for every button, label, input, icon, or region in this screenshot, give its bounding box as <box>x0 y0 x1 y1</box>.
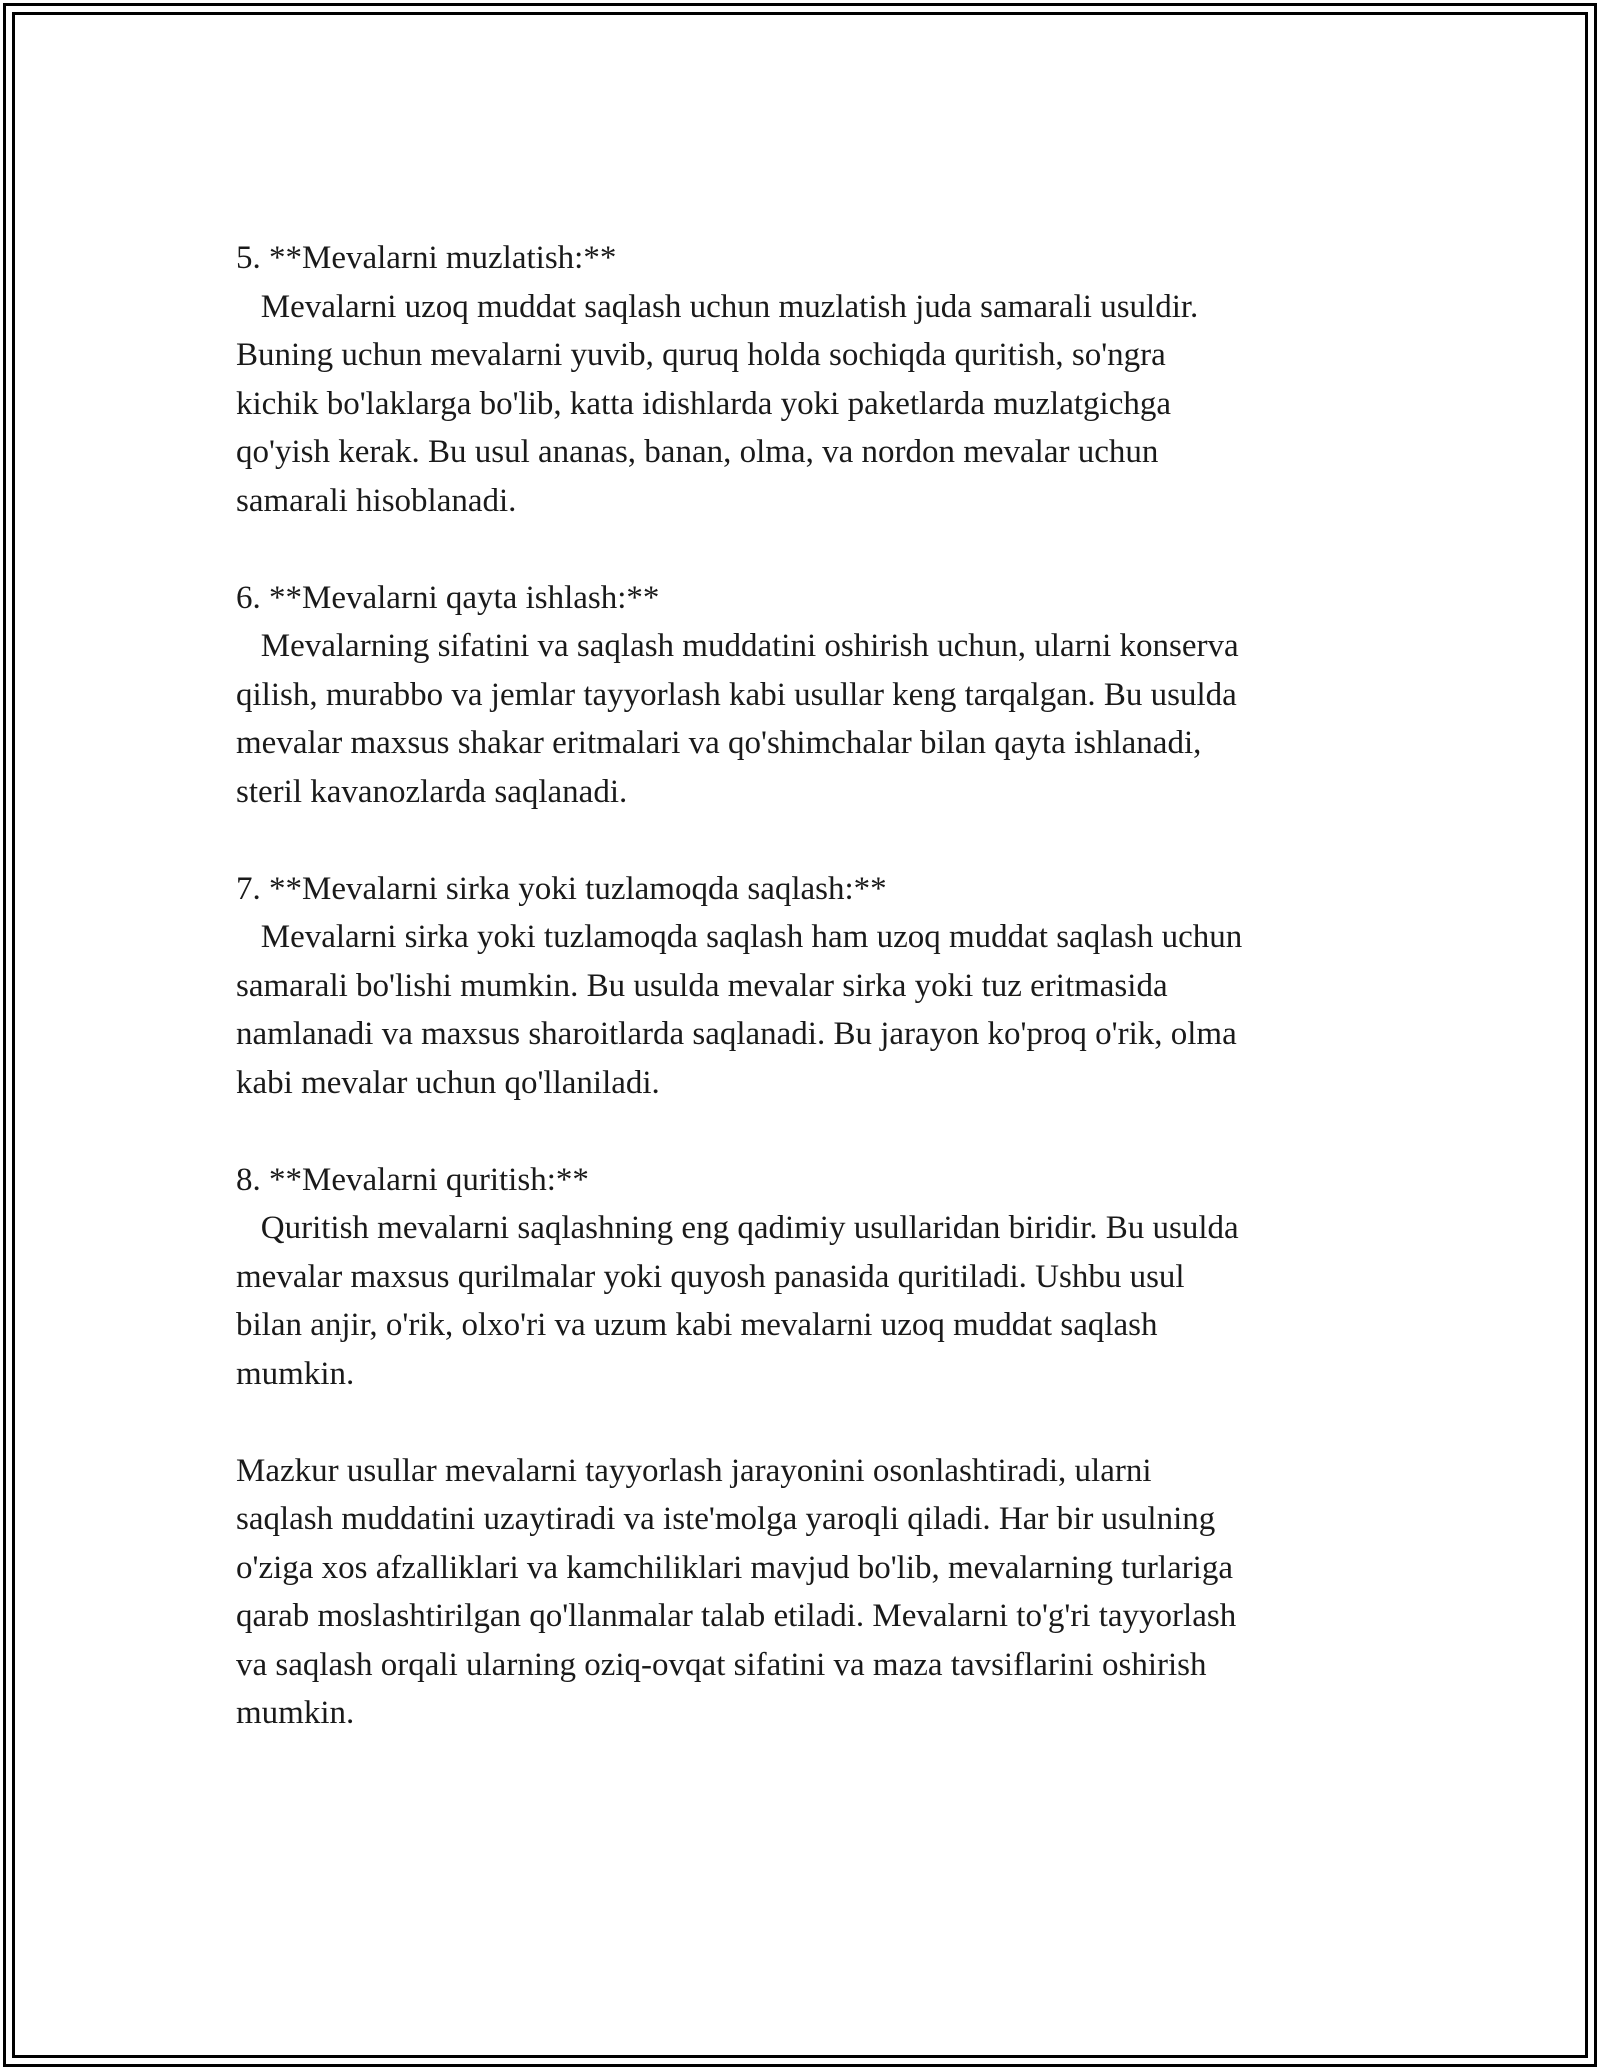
section-paragraph <box>236 1204 1386 1398</box>
text-line: mumkin. <box>236 1355 355 1392</box>
section-processing <box>236 574 1386 817</box>
text-line: Mevalarni sirka yoki tuzlamoqda saqlash ham uzoq muddat saqlash uchun <box>236 919 1243 955</box>
text-line: samarali bo'lishi mumkin. Bu usulda mevalar sirka yoki tuz eritmasida <box>236 967 1168 1004</box>
conclusion-paragraph <box>236 1447 1386 1738</box>
text-line: namlanadi va maxsus sharoitlarda saqlanadi. Bu jarayon ko'proq o'rik, olma <box>236 1016 1237 1052</box>
text-line: qarab moslashtirilgan qo'llanmalar talab etiladi. Mevalarni to'g'ri tayyorlash <box>236 1598 1237 1634</box>
text-line: saqlash muddatini uzaytiradi va iste'molga yaroqli qiladi. Har bir usulning <box>236 1501 1216 1537</box>
text-line: qo'yish kerak. Bu usul ananas, banan, olma, va nordon mevalar uchun <box>236 434 1159 470</box>
section-paragraph <box>236 913 1386 1107</box>
text-line: mevalar maxsus qurilmalar yoki quyosh panasida quritiladi. Ushbu usul <box>236 1258 1185 1295</box>
text-line: Quritish mevalarni saqlashning eng qadimiy usullaridan biridir. Bu usulda <box>236 1210 1239 1246</box>
text-line: o'ziga xos afzalliklari va kamchiliklari mavjud bo'lib, mevalarning turlariga <box>236 1549 1233 1586</box>
text-line: Buning uchun mevalarni yuvib, quruq holda sochiqda quritish, so'ngra <box>236 337 1166 373</box>
section-pickling <box>236 865 1386 1108</box>
text-line: qilish, murabbo va jemlar tayyorlash kabi usullar keng tarqalgan. Bu usulda <box>236 676 1237 713</box>
text-line: mumkin. <box>236 1695 355 1731</box>
text-line: bilan anjir, o'rik, olxo'ri va uzum kabi mevalarni uzoq muddat saqlash <box>236 1307 1158 1343</box>
section-paragraph <box>236 283 1386 526</box>
section-freezing <box>236 234 1386 525</box>
text-line: samarali hisoblanadi. <box>236 482 517 519</box>
section-drying <box>236 1156 1386 1399</box>
text-line: va saqlash orqali ularning oziq-ovqat sifatini va maza tavsiflarini oshirish <box>236 1646 1207 1683</box>
section-heading: 6. **Mevalarni qayta ishlash:** <box>236 579 660 616</box>
section-paragraph <box>236 622 1386 816</box>
text-line: kabi mevalar uchun qo'llaniladi. <box>236 1064 660 1101</box>
text-line: steril kavanozlarda saqlanadi. <box>236 773 628 810</box>
text-line: Mevalarning sifatini va saqlash muddatini oshirish uchun, ularni konserva <box>236 628 1239 664</box>
text-line: mevalar maxsus shakar eritmalari va qo'shimchalar bilan qayta ishlanadi, <box>236 725 1202 761</box>
section-heading: 8. **Mevalarni quritish:** <box>236 1161 589 1198</box>
document-body <box>236 234 1386 1738</box>
section-heading: 7. **Mevalarni sirka yoki tuzlamoqda saqlash:** <box>236 870 887 907</box>
text-line: kichik bo'laklarga bo'lib, katta idishlarda yoki paketlarda muzlatgichga <box>236 385 1171 422</box>
text-line: Mazkur usullar mevalarni tayyorlash jarayonini osonlashtiradi, ularni <box>236 1452 1152 1489</box>
section-heading: 5. **Mevalarni muzlatish:** <box>236 240 617 276</box>
text-line: Mevalarni uzoq muddat saqlash uchun muzlatish juda samarali usuldir. <box>236 288 1199 325</box>
